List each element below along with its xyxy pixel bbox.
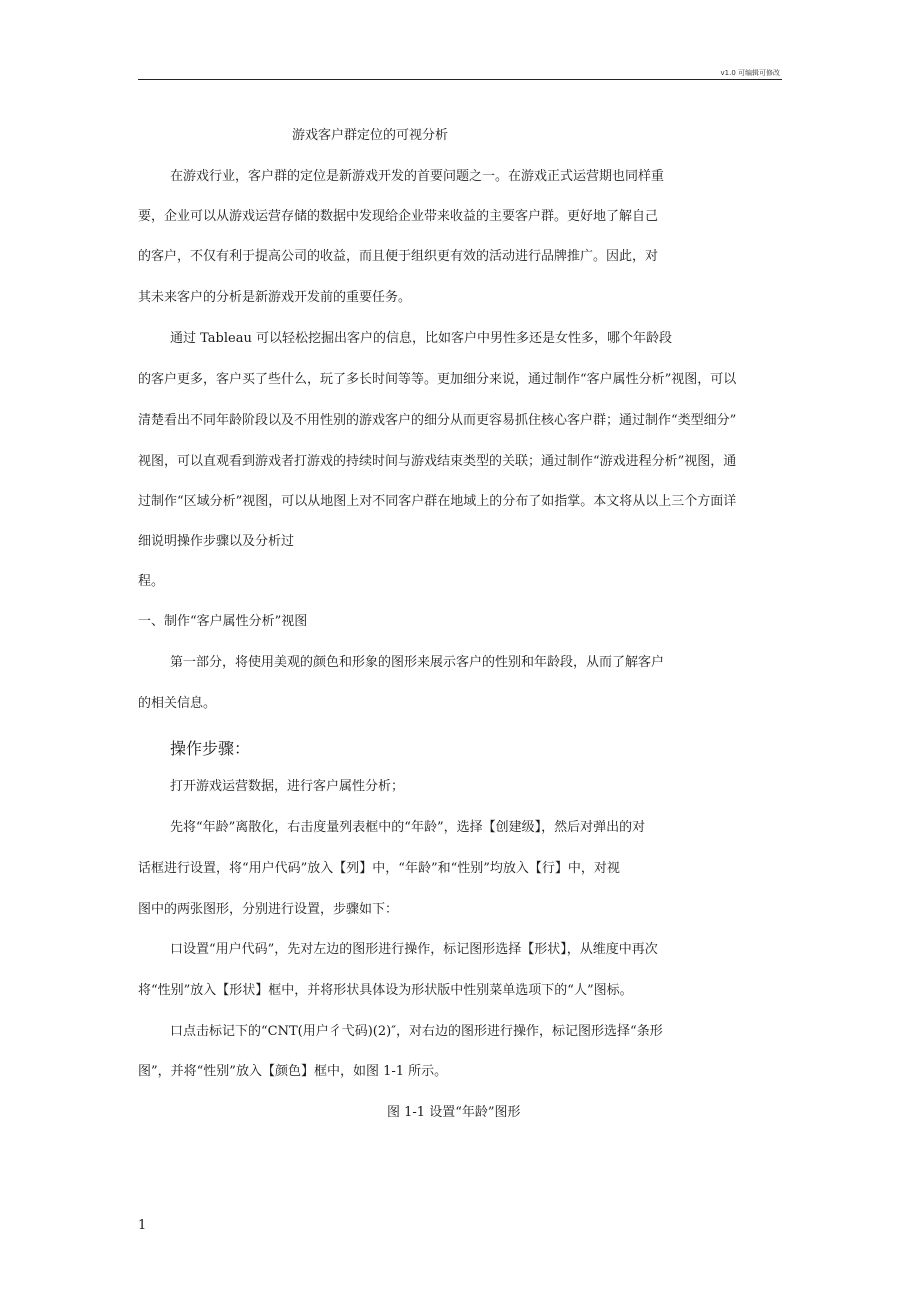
paragraph-line: 过制作“区域分析”视图，可以从地图上对不同客户群在地域上的分布了如指掌。本文将从以上三个方面详 bbox=[138, 494, 737, 509]
paragraph-line: 将“性别”放入【形状】框中，并将形状具体设为形状版中性别菜单选项下的“人”图标。 bbox=[138, 983, 633, 998]
page-number: 1 bbox=[138, 1218, 147, 1233]
paragraph-line: 先将“年龄”离散化，右击度量列表框中的“年龄”，选择【创建级】，然后对弹出的对 bbox=[170, 820, 646, 835]
section-heading: 一、制作“客户属性分析”视图 bbox=[138, 614, 308, 629]
paragraph-line: 在游戏行业，客户群的定位是新游戏开发的首要问题之一。在游戏正式运营期也同样重 bbox=[170, 169, 665, 184]
header-rule bbox=[138, 79, 782, 80]
paragraph-line: 视图，可以直观看到游戏者打游戏的持续时间与游戏结束类型的关联；通过制作“游戏进程分析”视图，通 bbox=[138, 454, 737, 469]
paragraph-line: 清楚看出不同年龄阶段以及不用性别的游戏客户的细分从而更容易抓住核心客户群；通过制作“类型细分” bbox=[138, 413, 737, 428]
paragraph-line: 图中的两张图形，分别进行设置，步骤如下： bbox=[138, 902, 399, 917]
paragraph-line: 打开游戏运营数据，进行客户属性分析； bbox=[170, 779, 405, 794]
steps-heading: 操作步骤： bbox=[170, 739, 251, 758]
paragraph-line: 细说明操作步骤以及分析过 bbox=[138, 534, 295, 549]
paragraph-line: 程。 bbox=[138, 574, 165, 589]
paragraph-line: 图”，并将“性别”放入【颜色】框中，如图 1-1 所示。 bbox=[138, 1064, 448, 1079]
paragraph-line: 通过 Tableau 可以轻松挖掘出客户的信息，比如客户中男性多还是女性多，哪个年龄段 bbox=[170, 331, 672, 346]
paragraph-line: 其未来客户的分析是新游戏开发前的重要任务。 bbox=[138, 290, 412, 305]
header-version-note: v1.0 可编辑可修改 bbox=[720, 69, 780, 77]
paragraph-line: 的客户更多，客户买了些什么，玩了多长时间等等。更加细分来说，通过制作“客户属性分析”视图，可以 bbox=[138, 372, 737, 387]
paragraph-line: 口设置“用户代码”，先对左边的图形进行操作，标记图形选择【形状】，从维度中再次 bbox=[170, 942, 658, 957]
paragraph-line: 话框进行设置，将“用户代码”放入【列】中，“年龄”和“性别”均放入【行】中，对视 bbox=[138, 861, 620, 876]
paragraph-line: 口点击标记下的“CNT(用户彳弋码)(2)″，对右边的图形进行操作，标记图形选择“条形 bbox=[170, 1024, 663, 1039]
paragraph-line: 的客户，不仅有利于提高公司的收益，而且便于组织更有效的活动进行品牌推广。因此，对 bbox=[138, 249, 659, 264]
paragraph-line: 要，企业可以从游戏运营存储的数据中发现给企业带来收益的主要客户群。更好地了解自己 bbox=[138, 209, 659, 224]
document-title: 游戏客户群定位的可视分析 bbox=[292, 128, 449, 143]
paragraph-line: 的相关信息。 bbox=[138, 696, 217, 711]
figure-caption: 图 1-1 设置“年龄”图形 bbox=[387, 1105, 521, 1120]
paragraph-line: 第一部分，将使用美观的颜色和形象的图形来展示客户的性别和年龄段，从而了解客户 bbox=[170, 655, 665, 670]
